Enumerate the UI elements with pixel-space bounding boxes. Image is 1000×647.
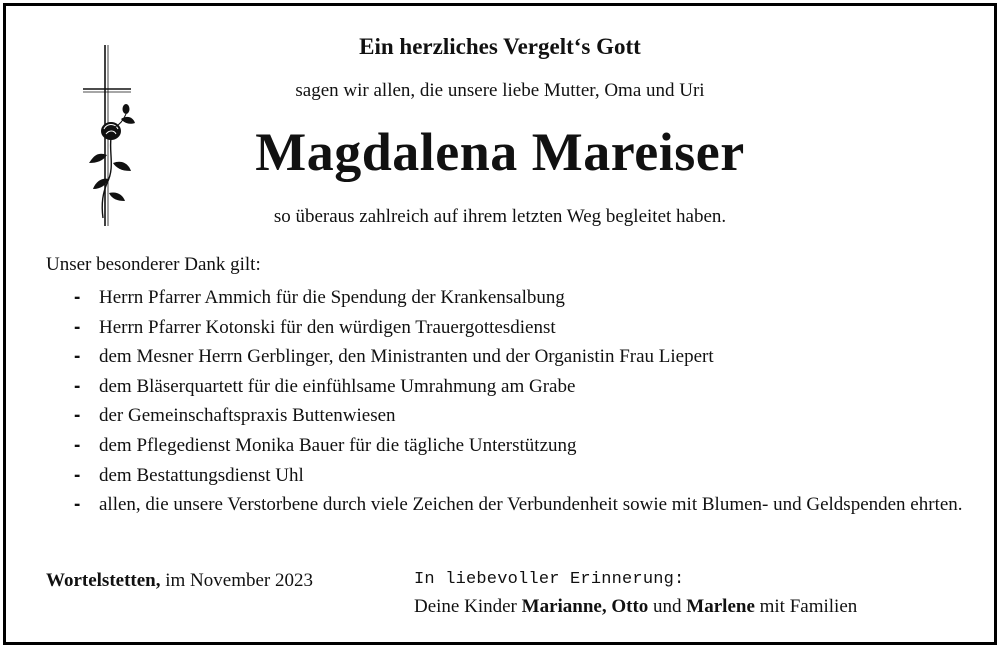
child-name: Marlene xyxy=(686,596,755,617)
list-item xyxy=(74,345,964,369)
family-signature xyxy=(414,596,857,618)
child-name: Otto xyxy=(611,596,649,617)
dash-bullet: - xyxy=(74,316,81,338)
dash-bullet: - xyxy=(74,494,81,516)
family-and: und xyxy=(653,596,682,617)
deceased-name: Magdalena Mareiser xyxy=(255,122,745,182)
dash-bullet: - xyxy=(74,464,81,486)
family-suffix: mit Familien xyxy=(759,596,858,617)
after-name-text: so überaus zahlreich auf ihrem letzten Weg begleitet haben. xyxy=(273,206,727,227)
list-item-text: dem Bestattungsdienst Uhl xyxy=(99,464,304,486)
list-item-text: dem Pflegedienst Monika Bauer für die tägliche Unterstützung xyxy=(99,434,577,456)
list-item xyxy=(74,375,964,399)
list-item-text: der Gemeinschaftspraxis Buttenwiesen xyxy=(99,405,396,427)
dash-bullet: - xyxy=(74,346,81,368)
heading: Ein herzliches Vergelt‘s Gott xyxy=(359,34,641,59)
list-item xyxy=(74,434,964,458)
memory-line: In liebevoller Erinnerung: xyxy=(414,570,685,589)
obituary-card xyxy=(3,3,997,645)
list-item xyxy=(74,286,964,310)
list-item xyxy=(74,316,964,340)
list-item xyxy=(74,404,964,428)
list-item-text: dem Bläserquartett für die einfühlsame Umrahmung am Grabe xyxy=(99,375,576,397)
child-name: Marianne, xyxy=(521,596,607,617)
dash-bullet: - xyxy=(74,375,81,397)
thanks-title: Unser besonderer Dank gilt: xyxy=(46,254,261,275)
date: im November 2023 xyxy=(165,570,313,591)
intro-text: sagen wir allen, die unsere liebe Mutter, Oma und Uri xyxy=(295,80,705,101)
dash-bullet: - xyxy=(74,287,81,308)
family-prefix: Deine Kinder xyxy=(414,596,517,617)
list-item-text: Herrn Pfarrer Kotonski für den würdigen Trauergottesdienst xyxy=(99,316,556,338)
dash-bullet: - xyxy=(74,434,81,456)
list-item-text: dem Mesner Herrn Gerblinger, den Ministranten und der Organistin Frau Liepert xyxy=(99,346,714,368)
list-item-text: allen, die unsere Verstorbene durch viele Zeichen der Verbundenheit sowie mit Blumen- und Geldspenden ehrten. xyxy=(99,494,963,516)
dash-bullet: - xyxy=(74,405,81,427)
place: Wortelstetten, xyxy=(46,570,161,591)
place-date xyxy=(46,570,313,592)
list-item xyxy=(74,493,964,517)
list-item-text: Herrn Pfarrer Ammich für die Spendung der Krankensalbung xyxy=(99,287,565,308)
thanks-list xyxy=(74,286,964,523)
list-item xyxy=(74,464,964,488)
